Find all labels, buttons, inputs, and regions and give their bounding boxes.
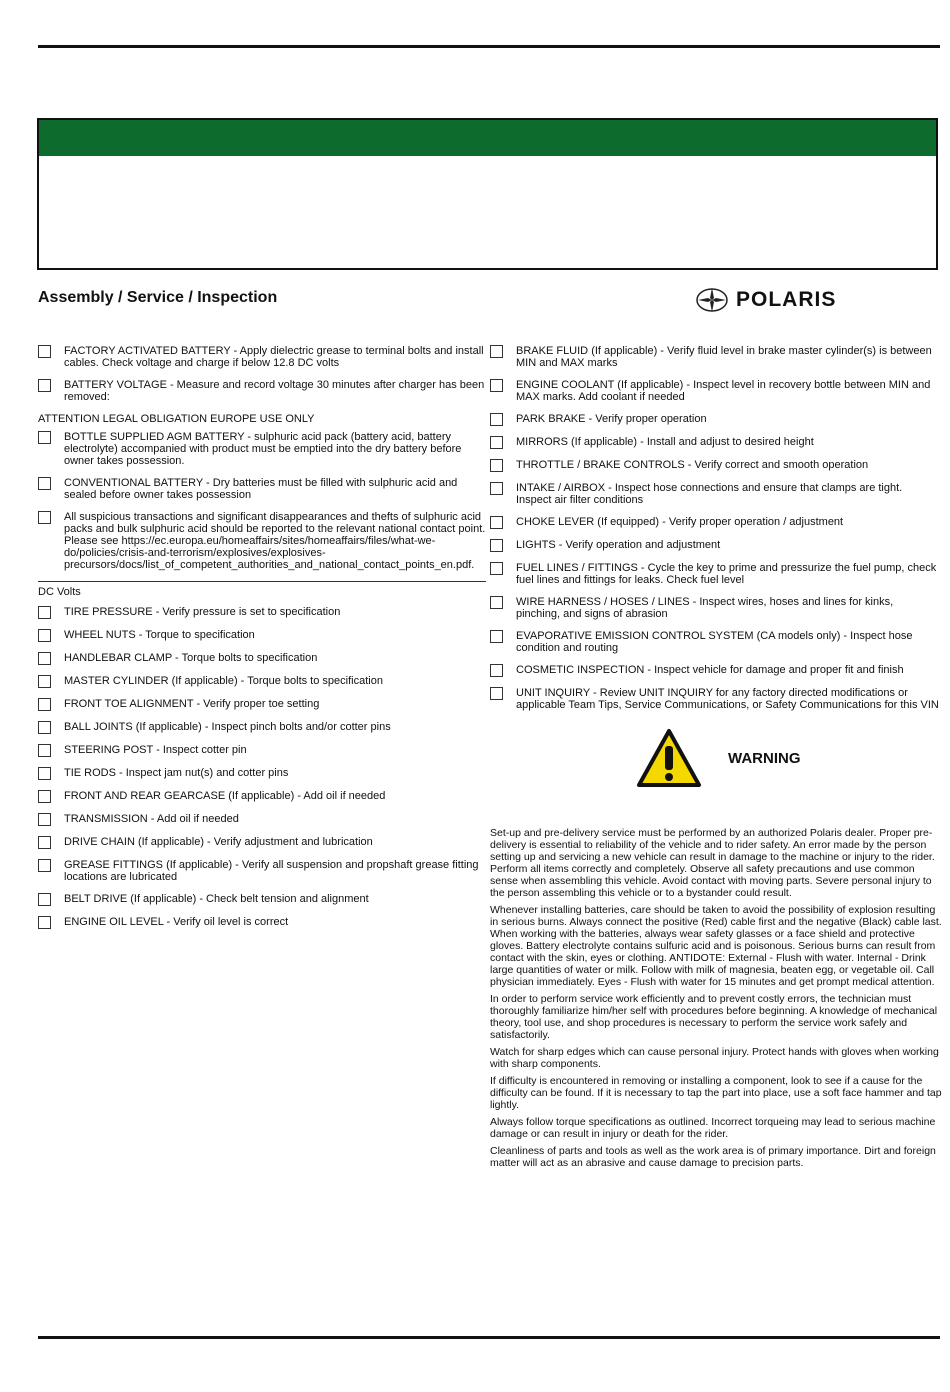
checklist-item-title: GREASE FITTINGS xyxy=(64,859,164,871)
checkbox[interactable] xyxy=(490,379,503,392)
checklist-item xyxy=(38,511,486,571)
checklist-item-text xyxy=(64,813,239,825)
checklist-item-title: WHEEL NUTS xyxy=(64,629,136,641)
checklist-item-text xyxy=(516,379,940,403)
checklist-item-desc: - Add oil if needed xyxy=(147,813,239,825)
checkbox[interactable] xyxy=(38,859,51,872)
checklist-item-desc: - Torque to specification xyxy=(135,629,255,641)
checklist-item xyxy=(490,596,940,620)
checklist-item-text xyxy=(516,482,940,506)
checklist-item-title: ENGINE OIL LEVEL xyxy=(64,916,164,928)
checklist-item xyxy=(38,744,486,757)
checklist-item xyxy=(490,482,940,506)
checklist-item-text xyxy=(64,916,288,928)
checklist-item xyxy=(38,345,486,369)
checklist-item xyxy=(38,431,486,467)
checklist-item-title: CHOKE LEVER xyxy=(516,516,595,528)
warning-paragraph: If difficulty is encountered in removing or installing a component, look to see if a cause for the difficulty can be found. If it is necessary to tap the part into place, use a soft face hammer and tap lightly. xyxy=(490,1075,942,1111)
warning-paragraph: In order to perform service work efficiently and to prevent costly errors, the technician must thoroughly familiarize him/her self with procedures before beginning. A knowledge of mechanical theory, tool use, and shop procedures is necessary to perform the service work safely and satisfactorily. xyxy=(490,993,938,1041)
warning-paragraph: Cleanliness of parts and tools as well as the work area is of primary importance. Dirt and foreign matter will act as an abrasive and cause damage to precision parts. xyxy=(490,1145,936,1169)
warning-paragraph: Set-up and pre-delivery service must be performed by an authorized Polaris dealer. Proper pre-delivery is essential to reliability of the vehicle and to rider safety. An error made by the person setting up and servicing a new vehicle can result in damage to the machine or injury to the rider. Perform all items correctly and completely. Observe all safety precautions and use common sense when assembling this vehicle. Avoid contact with moving parts. Severe personal injury to the person assembling this vehicle or to a bystander could result. xyxy=(490,827,935,899)
checklist-item xyxy=(38,790,486,803)
warning-text xyxy=(490,827,942,1174)
checklist-item-text xyxy=(516,413,707,425)
checkbox[interactable] xyxy=(38,698,51,711)
checklist-item-text xyxy=(516,687,940,711)
checkbox[interactable] xyxy=(38,916,51,929)
warning-triangle-icon xyxy=(636,728,702,788)
checklist-item-title: DRIVE CHAIN xyxy=(64,836,135,848)
europe-note: ATTENTION LEGAL OBLIGATION EUROPE USE ONLY xyxy=(38,413,315,425)
checkbox[interactable] xyxy=(38,629,51,642)
checklist-item-desc: - Verify correct and smooth operation xyxy=(684,459,869,471)
checklist-item-desc: - Dry batteries must be filled with sulphuric acid and sealed before owner takes possession xyxy=(64,477,458,501)
checklist-item-text xyxy=(64,790,385,802)
checklist-item-title: FRONT TOE ALIGNMENT xyxy=(64,698,194,710)
checkbox[interactable] xyxy=(38,813,51,826)
checklist-item-desc: (If applicable) - Verify adjustment and lubrication xyxy=(134,836,373,848)
checklist-item-desc: - Cycle the key to prime and pressurize the fuel pump, check fuel lines and fittings for leaks. Check fuel level xyxy=(516,562,937,586)
checklist-item-text xyxy=(516,630,940,654)
checklist-item-title: FUEL LINES / FITTINGS xyxy=(516,562,638,574)
checklist-item-desc: (If applicable) - Add oil if needed xyxy=(225,790,386,802)
checklist-item-desc: - sulphuric acid pack (battery acid, battery electrolyte) accompanied with product must be emptied into the dry battery before owner takes possession. xyxy=(64,431,462,467)
checklist-item xyxy=(38,859,486,883)
checkbox[interactable] xyxy=(38,511,51,524)
checklist-item-text xyxy=(64,859,486,883)
checklist-item-title: CONVENTIONAL BATTERY xyxy=(64,477,203,489)
checkbox[interactable] xyxy=(490,596,503,609)
checklist-item xyxy=(38,606,486,619)
checkbox[interactable] xyxy=(38,477,51,490)
checklist-item-desc: (If equipped) - Verify proper operation / adjustment xyxy=(594,516,844,528)
brand-name: POLARIS xyxy=(736,288,837,311)
checkbox[interactable] xyxy=(38,893,51,906)
checklist-item-title: BOTTLE SUPPLIED AGM BATTERY xyxy=(64,431,245,443)
header-band xyxy=(39,120,936,156)
checkbox[interactable] xyxy=(490,562,503,575)
checklist-item-text xyxy=(64,675,383,687)
checklist-item xyxy=(490,664,940,677)
checklist-item-text xyxy=(64,477,486,501)
right-checklist xyxy=(490,345,940,711)
checklist-item-title: HANDLEBAR CLAMP xyxy=(64,652,172,664)
checklist-item-title: COSMETIC INSPECTION xyxy=(516,664,645,676)
left-checklist-a xyxy=(38,345,486,403)
checklist-item-text xyxy=(64,629,255,641)
checklist-item-text xyxy=(64,431,486,467)
checkbox[interactable] xyxy=(38,836,51,849)
checkbox[interactable] xyxy=(490,459,503,472)
checklist-item-title: FACTORY ACTIVATED BATTERY xyxy=(64,345,231,357)
checklist-item-desc: (If applicable) - Verify all suspension and propshaft grease fitting locations are lubricated xyxy=(64,859,479,883)
checklist-item-title: INTAKE / AIRBOX xyxy=(516,482,606,494)
header-box xyxy=(37,118,938,270)
warning-label: WARNING xyxy=(728,749,801,767)
checklist-item-desc: - Verify oil level is correct xyxy=(163,916,289,928)
checkbox[interactable] xyxy=(38,606,51,619)
checklist-item-desc: - Apply dielectric grease to terminal bolts and install cables. Check voltage and charge if below 12.8 DC volts xyxy=(64,345,484,369)
checkbox[interactable] xyxy=(38,379,51,392)
checklist-item-desc: (If applicable) - Inspect pinch bolts and/or cotter pins xyxy=(132,721,391,733)
checklist-item-title: EVAPORATIVE EMISSION CONTROL SYSTEM xyxy=(516,630,754,642)
checklist-item-text xyxy=(516,664,904,676)
checklist-item-desc: - Inspect cotter pin xyxy=(153,744,247,756)
checklist-item-title: MASTER CYLINDER xyxy=(64,675,169,687)
checklist-item-desc: - Verify pressure is set to specification xyxy=(152,606,341,618)
checklist-item-text xyxy=(64,767,288,779)
warning-paragraph: Watch for sharp edges which can cause personal injury. Protect hands with gloves when working with sharp components. xyxy=(490,1046,939,1070)
checklist-item-text xyxy=(64,511,486,571)
checklist-item-desc: (If applicable) - Inspect level in recovery bottle between MIN and MAX marks. Add coolant if needed xyxy=(516,379,931,403)
checklist-item-desc: - Review UNIT INQUIRY for any factory directed modifications or applicable Team Tips, Service Communications, or Safety Communications for this VIN xyxy=(516,687,939,711)
checklist-item-desc: (If applicable) - Install and adjust to desired height xyxy=(567,436,814,448)
checklist-item-title: UNIT INQUIRY xyxy=(516,687,590,699)
checklist-item xyxy=(490,459,940,472)
checklist-item-desc: - Torque bolts to specification xyxy=(172,652,318,664)
right-column xyxy=(490,345,940,721)
checklist-item xyxy=(38,893,486,906)
checklist-item-text xyxy=(516,562,940,586)
checkbox[interactable] xyxy=(490,630,503,643)
checklist-item xyxy=(38,836,486,849)
checkbox[interactable] xyxy=(38,431,51,444)
bottom-rule xyxy=(38,1336,940,1339)
warning-block xyxy=(636,728,801,788)
checklist-item-desc: - Inspect jam nut(s) and cotter pins xyxy=(115,767,289,779)
checklist-item-text xyxy=(64,836,373,848)
checklist-item xyxy=(490,687,940,711)
checkbox[interactable] xyxy=(490,687,503,700)
checklist-item-desc: - Verify proper operation xyxy=(585,413,707,425)
checklist-item-title: STEERING POST xyxy=(64,744,154,756)
checklist-item-desc: - Inspect wires, hoses and lines for kinks, pinching, and signs of abrasion xyxy=(516,596,894,620)
checklist-item xyxy=(490,436,940,449)
checkbox[interactable] xyxy=(490,664,503,677)
checklist-item-text xyxy=(516,436,814,448)
checklist-item-text xyxy=(516,345,940,369)
checkbox[interactable] xyxy=(490,413,503,426)
checkbox[interactable] xyxy=(38,345,51,358)
checkbox[interactable] xyxy=(38,721,51,734)
checklist-item-desc: (If applicable) - Torque bolts to specification xyxy=(168,675,383,687)
checklist-item-text xyxy=(64,698,319,710)
checkbox[interactable] xyxy=(490,345,503,358)
checklist-item-title: THROTTLE / BRAKE CONTROLS xyxy=(516,459,685,471)
checklist-item xyxy=(490,413,940,426)
checklist-item-desc: - Inspect vehicle for damage and proper fit and finish xyxy=(644,664,904,676)
section-title: Assembly / Service / Inspection xyxy=(38,289,278,306)
checklist-item-text xyxy=(64,893,369,905)
checklist-item-text xyxy=(64,652,317,664)
checklist-item-title: FRONT AND REAR GEARCASE xyxy=(64,790,226,802)
checklist-item-title: ENGINE COOLANT xyxy=(516,379,615,391)
checklist-item-desc: - Verify operation and adjustment xyxy=(555,539,721,551)
checklist-item xyxy=(490,562,940,586)
top-rule xyxy=(38,45,940,48)
checklist-item xyxy=(38,813,486,826)
checklist-item xyxy=(38,675,486,688)
checklist-item-text xyxy=(64,345,486,369)
checklist-item xyxy=(38,652,486,665)
checklist-item xyxy=(38,629,486,642)
checklist-item-desc: - Inspect hose connections and ensure that clamps are tight. Inspect air filter conditions xyxy=(516,482,903,506)
checklist-item-title: PARK BRAKE xyxy=(516,413,586,425)
checklist-item-title: MIRRORS xyxy=(516,436,568,448)
checklist-item-text xyxy=(516,516,843,528)
checklist-item xyxy=(38,721,486,734)
checklist-item xyxy=(38,698,486,711)
checklist-item xyxy=(38,916,486,929)
checklist-item-text xyxy=(64,606,340,618)
polaris-logo xyxy=(694,286,836,314)
checklist-item xyxy=(38,477,486,501)
checklist-item xyxy=(38,379,486,403)
checklist-item-title: BALL JOINTS xyxy=(64,721,133,733)
checklist-item-title: TIRE PRESSURE xyxy=(64,606,153,618)
checklist-item-desc: (If applicable) - Verify fluid level in brake master cylinder(s) is between MIN and MAX marks xyxy=(516,345,932,369)
checkbox[interactable] xyxy=(38,790,51,803)
checklist-item-desc: (If applicable) - Check belt tension and alignment xyxy=(127,893,369,905)
checkbox[interactable] xyxy=(490,436,503,449)
checklist-item-text xyxy=(516,459,868,471)
checklist-item-text xyxy=(64,721,391,733)
left-column xyxy=(38,345,486,939)
checklist-item-text xyxy=(64,744,247,756)
checklist-item-desc: - Verify proper toe setting xyxy=(193,698,320,710)
left-checklist-c xyxy=(38,606,486,929)
checklist-item-title: BELT DRIVE xyxy=(64,893,128,905)
checklist-item-title: BRAKE FLUID xyxy=(516,345,589,357)
checklist-item xyxy=(490,539,940,552)
warning-paragraph: Always follow torque specifications as outlined. Incorrect torqueing may lead to serious machine damage or can result in injury or death for the rider. xyxy=(490,1116,936,1140)
checklist-item xyxy=(490,516,940,529)
left-checklist-b xyxy=(38,431,486,571)
dc-volts-label: DC Volts xyxy=(38,581,486,598)
checklist-item-title: LIGHTS xyxy=(516,539,556,551)
checklist-item-desc: (CA models only) - Inspect hose condition and routing xyxy=(516,630,913,654)
checklist-item-title: TRANSMISSION xyxy=(64,813,148,825)
checklist-item-title: BATTERY VOLTAGE xyxy=(64,379,167,391)
checklist-item-text xyxy=(516,596,940,620)
checklist-item-text xyxy=(516,539,720,551)
checklist-item-title: WIRE HARNESS / HOSES / LINES xyxy=(516,596,690,608)
checklist-item-title: TIE RODS xyxy=(64,767,116,779)
warning-paragraph: Whenever installing batteries, care should be taken to avoid the possibility of explosion resulting in serious burns. Always connect the positive (Red) cable first and the negative (Black) cable last. When working with the batteries, always wear safety glasses or a face shield and protective gloves. Battery electrolyte contains sulfuric acid and is poisonous. Serious burns can result from contact with the skin, eyes or clothing. ANTIDOTE: External - Flush with water. Internal - Drink large quantities of water or milk. Follow with milk of magnesia, beaten egg, or vegetable oil. Call physician immediately. Eyes - Flush with water for 15 minutes and get prompt medical attention. xyxy=(490,904,942,988)
checklist-item xyxy=(490,345,940,369)
checkbox[interactable] xyxy=(38,652,51,665)
compass-star-icon xyxy=(694,286,730,314)
checkbox[interactable] xyxy=(38,675,51,688)
checkbox[interactable] xyxy=(490,482,503,495)
checklist-item xyxy=(490,379,940,403)
checkbox[interactable] xyxy=(38,744,51,757)
checklist-item-text xyxy=(64,379,486,403)
checkbox[interactable] xyxy=(490,539,503,552)
checkbox[interactable] xyxy=(38,767,51,780)
checklist-item-desc: All suspicious transactions and significant disappearances and thefts of sulphuric acid packs and bulk sulphuric acid should be reported to the relevant national contact point. Please see https://ec.europa.eu/homeaffairs/sites/homeaffairs/files/what-we-do/policies/crisis-and-terrorism/explosives/explosives-precursors/docs/list_of_competent_authorities_and_national_contact_points_en.pdf. xyxy=(64,511,486,571)
checklist-item xyxy=(38,767,486,780)
checklist-item xyxy=(490,630,940,654)
checklist-item-desc: - Measure and record voltage 30 minutes after charger has been removed: xyxy=(64,379,485,403)
checkbox[interactable] xyxy=(490,516,503,529)
